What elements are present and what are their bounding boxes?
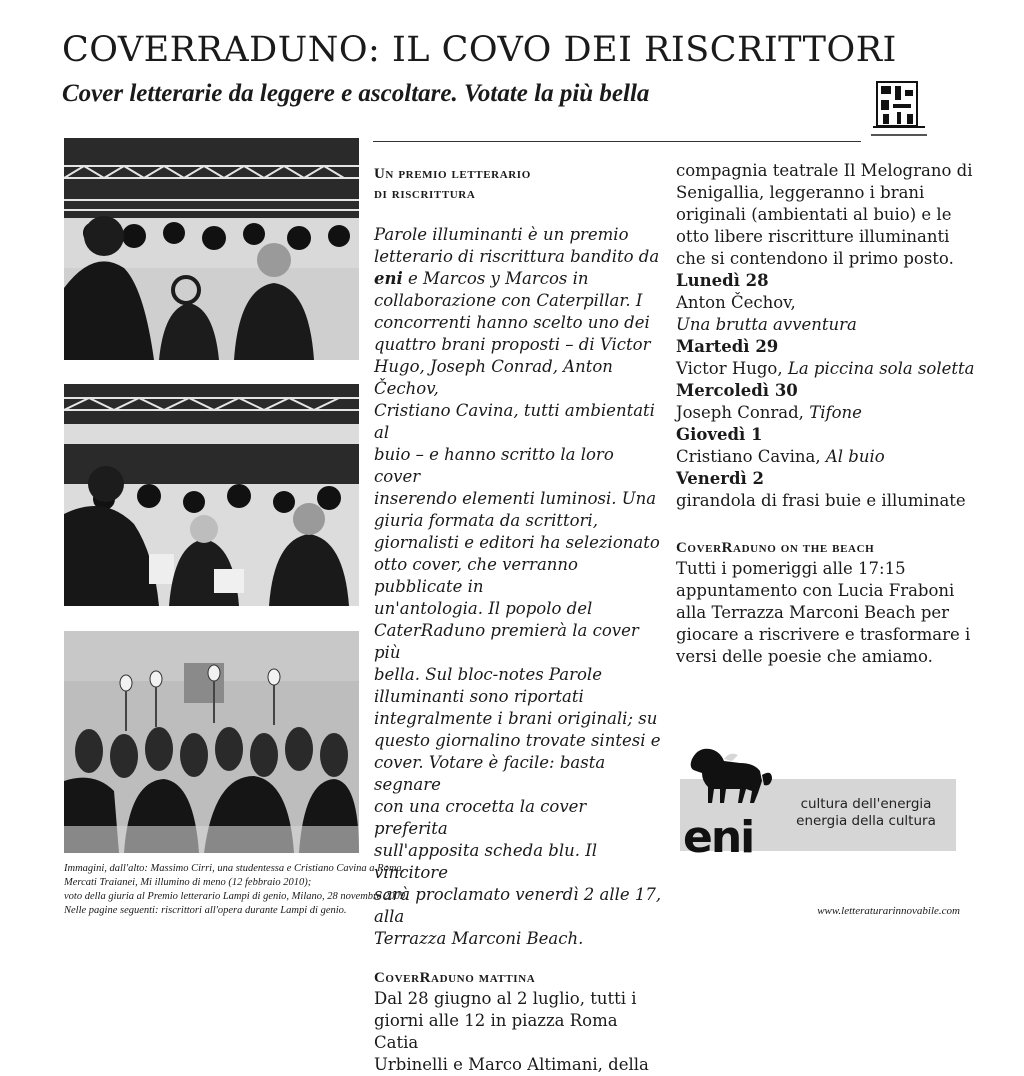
body-line: sarà proclamato venerdì 2 alle 17, alla bbox=[374, 885, 662, 926]
body-line: cover. Votare è facile: basta segnare bbox=[374, 753, 606, 794]
schedule-work: Tifone bbox=[809, 403, 862, 422]
body-line: letterario di riscrittura bandito da bbox=[374, 247, 660, 266]
body-line: giocare a riscrivere e trasformare i bbox=[676, 625, 971, 644]
left-text-column bbox=[374, 164, 664, 1076]
body-line: collaborazione con Caterpillar. I bbox=[374, 291, 643, 310]
body-line: otto cover, che verranno pubblicate in bbox=[374, 555, 578, 596]
header-rule bbox=[373, 141, 861, 142]
caption-line: voto della giuria al Premio letterario Lampi di genio, Milano, 28 novembre 2009. bbox=[64, 891, 408, 902]
schedule-author: Joseph Conrad, bbox=[676, 403, 804, 422]
beach-body bbox=[676, 558, 976, 668]
body-line: inserendo elementi luminosi. Una bbox=[374, 489, 657, 508]
page-title: COVERRADUNO: IL COVO DEI RISCRITTORI bbox=[62, 30, 897, 70]
body-line: Senigallia, leggeranno i brani bbox=[676, 183, 925, 202]
caption-line: Mercati Traianei, Mi illumino di meno (12 febbraio 2010); bbox=[64, 877, 312, 888]
body-line: originali (ambientati al buio) e le bbox=[676, 205, 952, 224]
schedule-work: La piccina sola soletta bbox=[787, 359, 975, 378]
event-logo-icon bbox=[867, 80, 931, 144]
schedule-day: Venerdì 2 bbox=[676, 469, 765, 488]
schedule-list bbox=[676, 270, 976, 512]
body-line: sull'apposita scheda blu. Il vincitore bbox=[374, 841, 598, 882]
eni-wordmark: eni bbox=[683, 812, 754, 863]
photo-caption bbox=[64, 862, 584, 918]
body-line: con una crocetta la cover preferita bbox=[374, 797, 587, 838]
right-text-column bbox=[676, 160, 976, 668]
photo-speakers-on-stage bbox=[64, 138, 359, 360]
body-line: Hugo, Joseph Conrad, Anton Čechov, bbox=[374, 357, 613, 398]
heading-line: Un premio letterario bbox=[374, 166, 531, 182]
body-line: eni e Marcos y Marcos in bbox=[374, 269, 589, 288]
body-line: giuria formata da scrittori, bbox=[374, 511, 598, 530]
schedule-item bbox=[676, 270, 976, 336]
photo-student-on-stage bbox=[64, 384, 359, 606]
schedule-item bbox=[676, 468, 976, 512]
body-line: otto libere riscritture illuminanti bbox=[676, 227, 950, 246]
body-line: compagnia teatrale Il Melograno di bbox=[676, 161, 973, 180]
schedule-day: Mercoledì 30 bbox=[676, 381, 798, 400]
schedule-author: Cristiano Cavina, bbox=[676, 447, 821, 466]
body-line: un'antologia. Il popolo del bbox=[374, 599, 593, 618]
page-subtitle: Cover letterarie da leggere e ascoltare. Votate la più bella bbox=[62, 80, 650, 107]
section-heading-premio bbox=[374, 164, 664, 204]
body-line: Cristiano Cavina, tutti ambientati al bbox=[374, 401, 655, 442]
intro-body bbox=[676, 160, 976, 270]
body-line: integralmente i brani originali; su bbox=[374, 709, 658, 728]
schedule-work: Una brutta avventura bbox=[676, 315, 857, 334]
body-line: Tutti i pomeriggi alle 17:15 bbox=[676, 559, 906, 578]
body-line: alla Terrazza Marconi Beach per bbox=[676, 603, 950, 622]
mattina-body bbox=[374, 988, 664, 1076]
schedule-author: girandola di frasi buie e illuminate bbox=[676, 491, 966, 510]
body-line: CaterRaduno premierà la cover più bbox=[374, 621, 639, 662]
body-line: Urbinelli e Marco Altimani, della bbox=[374, 1055, 649, 1074]
caption-line: Immagini, dall'alto: Massimo Cirri, una studentessa e Cristiano Cavina a Roma, bbox=[64, 863, 405, 874]
schedule-day: Giovedì 1 bbox=[676, 425, 763, 444]
body-line: giorni alle 12 in piazza Roma Catia bbox=[374, 1011, 618, 1052]
body-line: giornalisti e editori ha selezionato bbox=[374, 533, 660, 552]
body-line: bella. Sul bloc-notes Parole bbox=[374, 665, 602, 684]
eni-tagline bbox=[786, 796, 946, 830]
body-line: appuntamento con Lucia Fraboni bbox=[676, 581, 955, 600]
schedule-item bbox=[676, 424, 976, 468]
body-line: che si contendono il primo posto. bbox=[676, 249, 954, 268]
body-line: Dal 28 giugno al 2 luglio, tutti i bbox=[374, 989, 637, 1008]
schedule-item bbox=[676, 380, 976, 424]
body-line: quattro brani proposti – di Victor bbox=[374, 335, 651, 354]
body-line: questo giornalino trovate sintesi e bbox=[374, 731, 661, 750]
eni-tagline-line: energia della cultura bbox=[796, 813, 936, 829]
body-line: Terrazza Marconi Beach. bbox=[374, 929, 584, 948]
section-heading-mattina: CoverRaduno mattina bbox=[374, 970, 536, 986]
photo-jury-voting bbox=[64, 631, 359, 853]
schedule-day: Lunedì 28 bbox=[676, 271, 769, 290]
heading-line: di riscrittura bbox=[374, 186, 476, 202]
schedule-day: Martedì 29 bbox=[676, 337, 779, 356]
schedule-author: Anton Čechov, bbox=[676, 293, 796, 312]
body-line: Parole illuminanti è un premio bbox=[374, 225, 629, 244]
body-line: versi delle poesie che amiamo. bbox=[676, 647, 933, 666]
body-line: buio – e hanno scritto la loro cover bbox=[374, 445, 614, 486]
schedule-author: Victor Hugo, bbox=[676, 359, 783, 378]
footer-url: www.letteraturarinnovabile.com bbox=[817, 905, 960, 917]
premio-body bbox=[374, 224, 664, 950]
caption-line: Nelle pagine seguenti: riscrittori all'opera durante Lampi di genio. bbox=[64, 905, 347, 916]
schedule-work: Al buio bbox=[825, 447, 885, 466]
section-heading-beach: CoverRaduno on the beach bbox=[676, 540, 875, 556]
body-line: concorrenti hanno scelto uno dei bbox=[374, 313, 650, 332]
schedule-item bbox=[676, 336, 976, 380]
body-line: illuminanti sono riportati bbox=[374, 687, 584, 706]
eni-tagline-line: cultura dell'energia bbox=[800, 796, 932, 812]
